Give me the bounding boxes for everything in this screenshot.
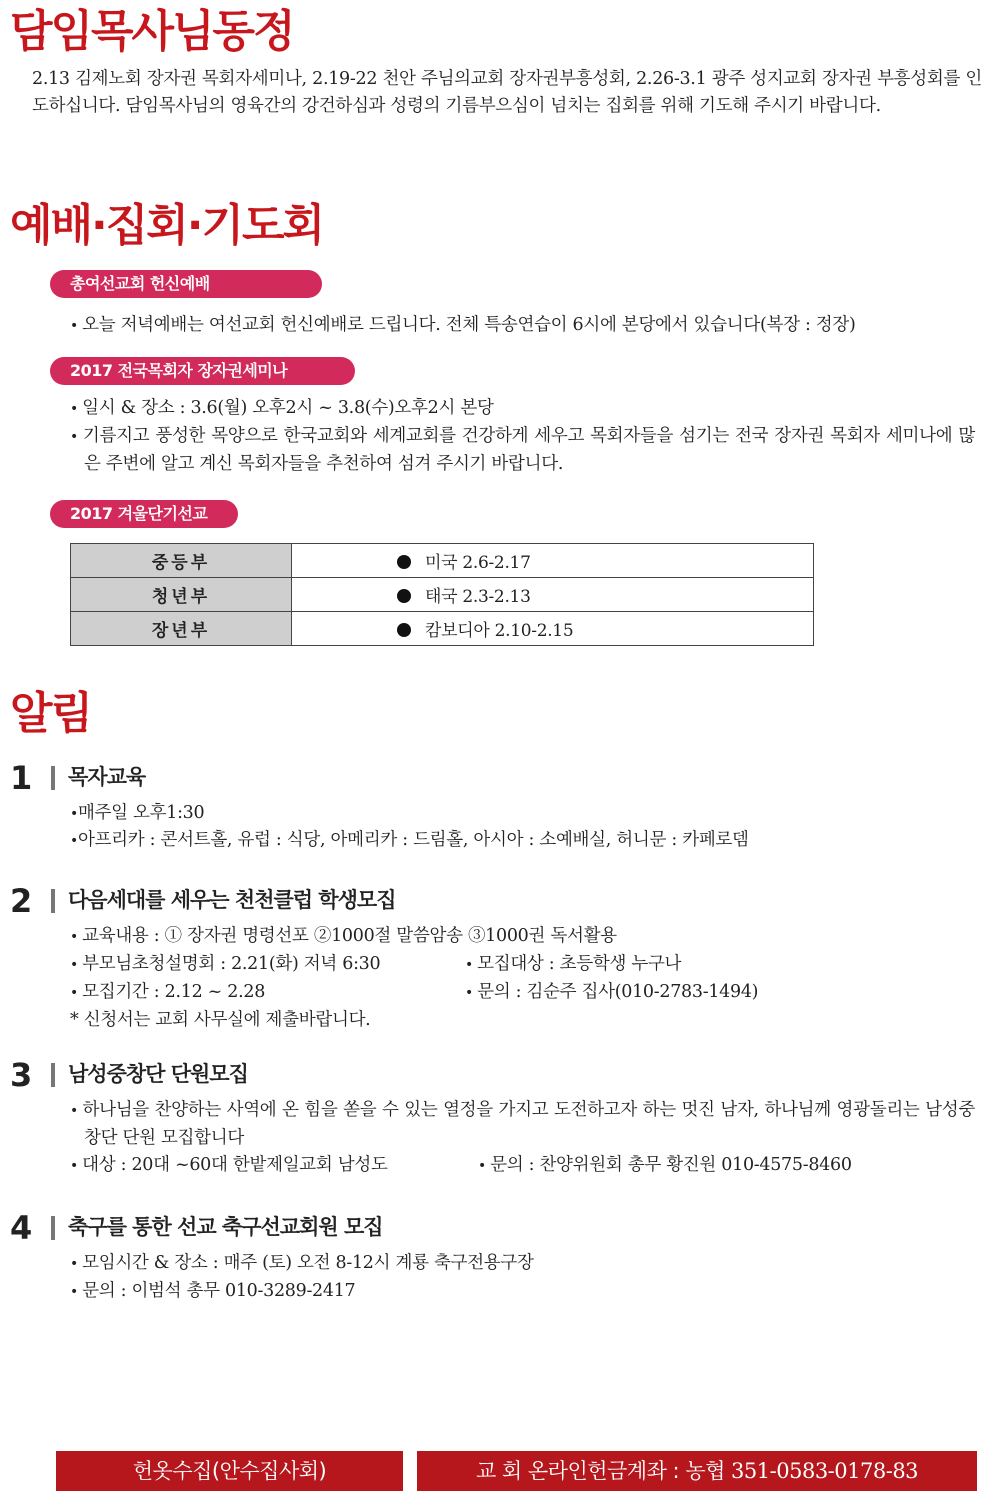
list-item — [70, 923, 617, 951]
bullet-icon: • — [465, 985, 478, 1001]
bullet-icon: • — [478, 1158, 491, 1174]
bullet-icon: • — [70, 806, 78, 822]
announcement-title: 축구를 통한 선교 축구선교회원 모집 — [68, 1215, 383, 1239]
destination-cell — [292, 544, 814, 578]
bullet-icon: • — [70, 1103, 83, 1119]
list-item-text: 하나님을 찬양하는 사역에 온 힘을 쏟을 수 있는 열정을 가지고 도전하고자 하는 멋진 남자, 하나님께 영광돌리는 남성중창단 단원 모집합니다 — [82, 1100, 975, 1148]
destination-text: 태국 2.3-2.13 — [425, 587, 531, 607]
clothing-collection-banner: 헌옷수집(안수집사회) — [56, 1451, 403, 1491]
list-item — [70, 423, 975, 478]
list-item-text: 교육내용 : ① 장자권 명령선포 ②1000절 말씀암송 ③1000권 독서활용 — [82, 926, 617, 946]
list-item — [70, 979, 265, 1007]
badge-pastor-seminar: 2017 전국목회자 장자권세미나 — [50, 357, 355, 385]
list-item — [465, 951, 681, 979]
dept-cell: 청년부 — [71, 578, 292, 612]
bullet-icon: • — [70, 957, 83, 973]
pastor-news-body: 2.13 김제노회 장자권 목회자세미나, 2.19-22 천안 주님의교회 장자권부흥성회, 2.26-3.1 광주 성지교회 장자권 부흥성회를 인도하십니다. 담임목사님의 영육간의 강건하심과 성령의 기름부으심이 넘치는 집회를 위해 기도해 주시기 바랍니다. — [32, 69, 982, 116]
list-item — [70, 1152, 388, 1180]
bullet-icon: • — [70, 401, 83, 417]
list-item-text: 모임시간 & 장소 : 매주 (토) 오전 8-12시 계룡 축구전용구장 — [82, 1253, 534, 1273]
note-text: * 신청서는 교회 사무실에 제출바랍니다. — [70, 1010, 371, 1030]
list-item-text: 모집대상 : 초등학생 누구나 — [477, 954, 682, 974]
destination-text: 미국 2.6-2.17 — [425, 553, 531, 573]
section-title-announcements: 알림 — [10, 688, 92, 739]
offering-account-banner — [417, 1451, 977, 1491]
table-row — [71, 578, 814, 612]
bullet-icon: • — [70, 318, 83, 334]
account-label: 교 회 온라인헌금계좌 : — [475, 1459, 686, 1483]
list-item — [70, 1278, 355, 1306]
announcement-title: 다음세대를 세우는 천천클럽 학생모집 — [68, 888, 396, 912]
dept-cell: 장년부 — [71, 612, 292, 646]
section-title-worship: 예배·집회·기도회 — [10, 200, 323, 251]
circle-bullet-icon — [397, 589, 411, 603]
divider-bar — [51, 766, 55, 790]
announcement-title: 목자교육 — [68, 765, 146, 789]
account-number: 농협 351-0583-0178-83 — [685, 1459, 919, 1483]
destination-text: 캄보디아 2.10-2.15 — [425, 621, 574, 641]
item-number: 1 — [10, 759, 33, 797]
dept-cell: 중등부 — [71, 544, 292, 578]
table-row — [71, 544, 814, 578]
destination-cell — [292, 612, 814, 646]
bullet-icon: • — [70, 1284, 83, 1300]
list-item-text: 일시 & 장소 : 3.6(월) 오후2시 ~ 3.8(수)오후2시 본당 — [82, 398, 494, 418]
badge-winter-mission: 2017 겨울단기선교 — [50, 500, 238, 528]
list-item — [465, 979, 758, 1007]
list-item — [70, 1250, 534, 1278]
item-number: 3 — [10, 1056, 33, 1094]
list-item — [70, 800, 204, 828]
list-item — [70, 827, 749, 855]
list-item-text: 문의 : 김순주 집사(010-2783-1494) — [477, 982, 759, 1002]
bullet-icon: • — [70, 1256, 83, 1272]
divider-bar — [51, 1063, 55, 1087]
list-item-text: 아프리카 : 콘서트홀, 유럽 : 식당, 아메리카 : 드림홀, 아시아 : 소예배실, 허니문 : 카페로뎀 — [77, 830, 749, 850]
destination-cell — [292, 578, 814, 612]
announcement-title: 남성중창단 단원모집 — [68, 1062, 248, 1086]
mission-table — [70, 543, 814, 646]
bullet-icon: • — [70, 1158, 83, 1174]
list-item-text: 기름지고 풍성한 목양으로 한국교회와 세계교회를 건강하게 세우고 목회자들을 섬기는 전국 장자권 목회자 세미나에 많은 주변에 알고 계신 목회자들을 추천하여 섬겨 주시기 바랍니다. — [82, 426, 976, 474]
item-number: 2 — [10, 882, 33, 920]
list-item — [478, 1152, 852, 1180]
item-number: 4 — [10, 1209, 33, 1247]
list-item-text: 모집기간 : 2.12 ~ 2.28 — [82, 982, 266, 1002]
section-title-pastor-news: 담임목사님동정 — [10, 6, 294, 57]
badge-womens-dedication: 총여선교회 헌신예배 — [50, 270, 322, 298]
circle-bullet-icon — [397, 555, 411, 569]
list-item-text: 대상 : 20대 ~60대 한밭제일교회 남성도 — [82, 1155, 388, 1175]
table-row — [71, 612, 814, 646]
list-item — [70, 951, 380, 979]
bullet-icon: • — [465, 957, 478, 973]
bullet-icon: • — [70, 985, 83, 1001]
list-item-text: 오늘 저녁예배는 여선교회 헌신예배로 드립니다. 전체 특송연습이 6시에 본당에서 있습니다(복장 : 정장) — [82, 315, 856, 335]
list-item — [70, 395, 494, 423]
divider-bar — [51, 889, 55, 913]
divider-bar — [51, 1216, 55, 1240]
list-item-text: 매주일 오후1:30 — [77, 803, 205, 823]
bullet-icon: • — [70, 833, 78, 849]
list-item-text: 문의 : 이범석 총무 010-3289-2417 — [82, 1281, 356, 1301]
list-item-text: 부모님초청설명회 : 2.21(화) 저녁 6:30 — [82, 954, 381, 974]
list-item-text: 문의 : 찬양위원회 총무 황진원 010-4575-8460 — [490, 1155, 852, 1175]
bullet-icon: • — [70, 429, 83, 445]
bullet-icon: • — [70, 929, 83, 945]
list-item — [70, 312, 856, 340]
list-item — [70, 1097, 975, 1152]
circle-bullet-icon — [397, 623, 411, 637]
